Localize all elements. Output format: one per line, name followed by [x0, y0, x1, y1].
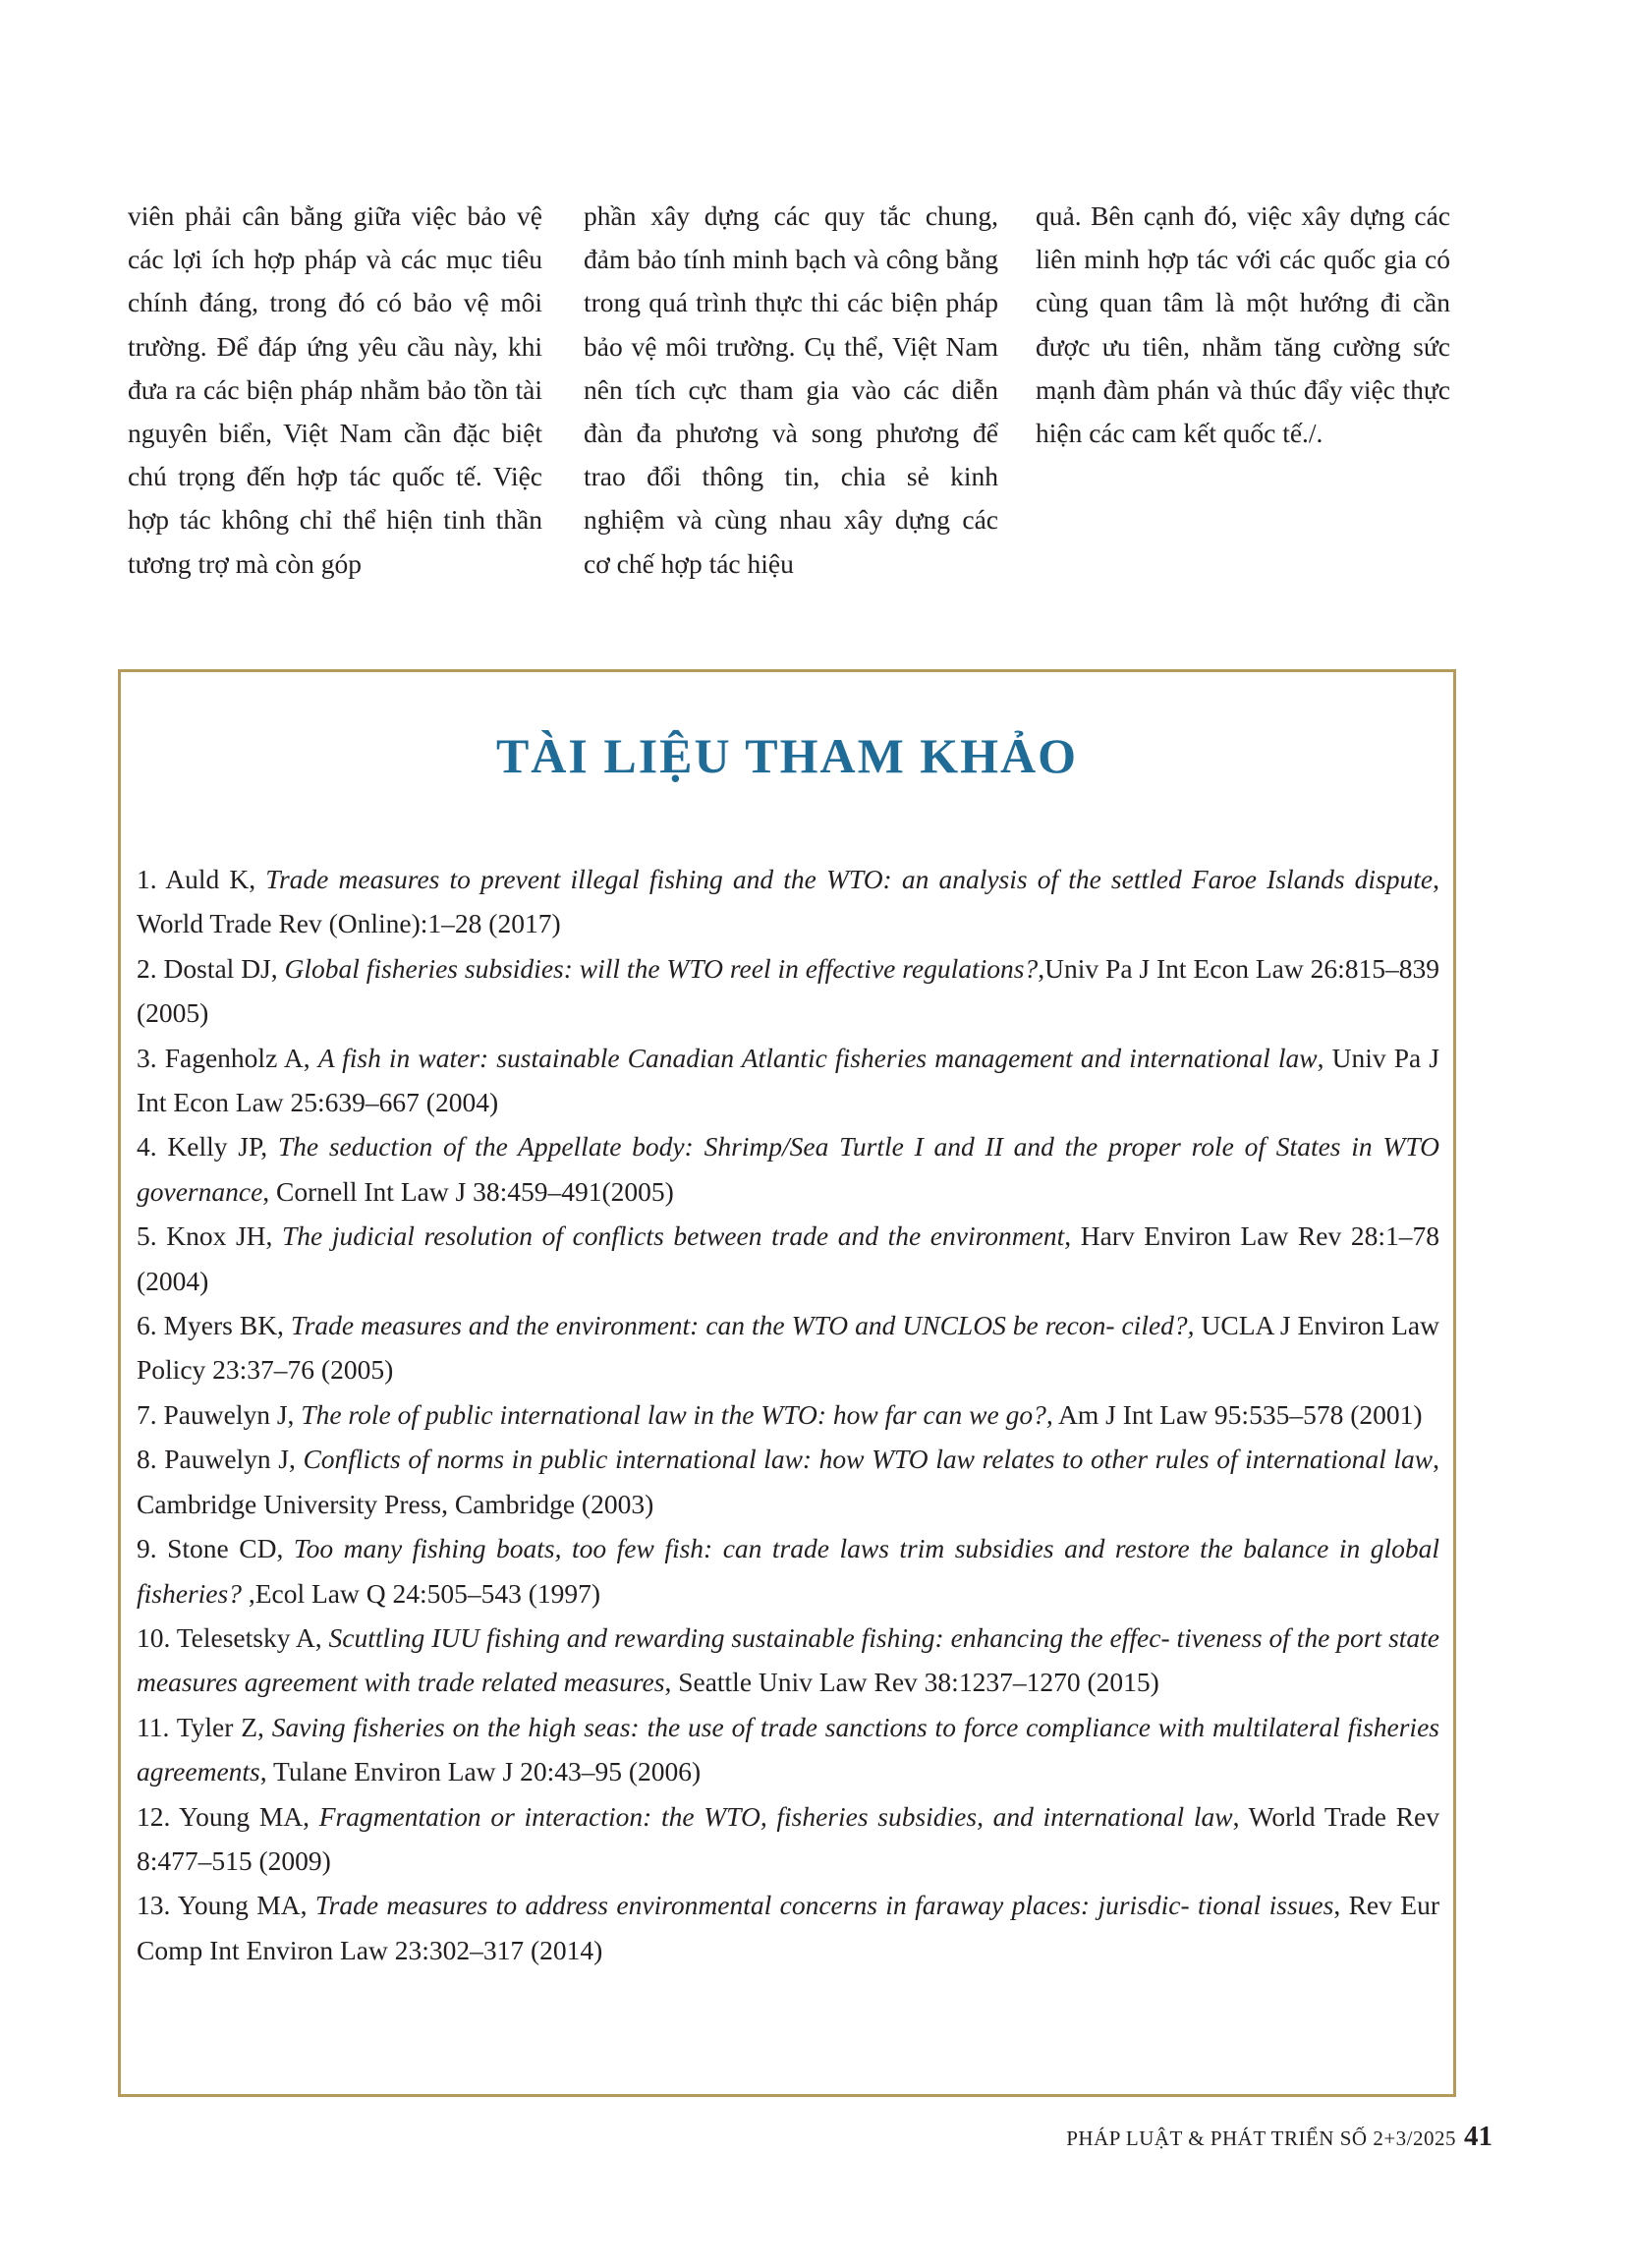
reference-source: , World Trade Rev (Online):1–28 (2017) — [137, 864, 1440, 939]
reference-item — [137, 1526, 1439, 1616]
reference-author: 9. Stone CD, — [137, 1533, 294, 1564]
reference-source: , Harv Environ Law Rev 28:1–78 (2004) — [137, 1220, 1440, 1296]
reference-title: Conflicts of norms in public international law: how WTO law relates to other rules of international law — [303, 1444, 1434, 1475]
reference-author: 4. Kelly JP, — [137, 1131, 278, 1162]
reference-item — [137, 946, 1439, 1036]
reference-source: , Univ Pa J Int Econ Law 25:639–667 (2004) — [137, 1042, 1439, 1118]
text-column-3 — [1036, 195, 1450, 586]
reference-item — [137, 1392, 1439, 1437]
reference-item — [137, 1794, 1439, 1884]
reference-title: Trade measures to address environmental concerns in faraway places: jurisdic- tional issues — [314, 1890, 1334, 1921]
reference-item — [137, 1036, 1439, 1125]
reference-title: Scuttling IUU fishing and rewarding sustainable fishing: enhancing the effec- tiveness of the port state measures agreement with trade related measures — [137, 1621, 1440, 1698]
reference-item — [137, 1705, 1439, 1794]
reference-item — [137, 1883, 1439, 1972]
paragraph: phần xây dựng các quy tắc chung, đảm bảo tính minh bạch và công bằng trong quá trình thực thi các biện pháp bảo vệ môi trường. Cụ thể, Việt Nam nên tích cực tham gia vào các diễn đàn đa phương và song phương để trao đổi thông tin, chia sẻ kinh nghiệm và cùng nhau xây dựng các cơ chế hợp tác hiệu — [584, 200, 998, 579]
reference-source: , Cambridge University Press, Cambridge (2003) — [137, 1444, 1439, 1519]
reference-title: Global fisheries subsidies: will the WTO reel in effective regulations? — [284, 952, 1039, 984]
reference-title: Fragmentation or interaction: the WTO, fisheries subsidies, and international law — [318, 1800, 1233, 1832]
reference-source: , Seattle Univ Law Rev 38:1237–1270 (2015) — [664, 1667, 1159, 1698]
reference-author: 2. Dostal DJ, — [137, 952, 285, 984]
reference-source: ,Ecol Law Q 24:505–543 (1997) — [241, 1577, 601, 1609]
reference-author: 8. Pauwelyn J, — [137, 1444, 304, 1475]
reference-title: Trade measures and the environment: can the WTO and UNCLOS be recon- ciled?, — [290, 1310, 1195, 1341]
reference-source: ,Univ Pa J Int Econ Law 26:815–839 (2005) — [137, 952, 1439, 1029]
reference-item — [137, 1124, 1439, 1214]
journal-footer: PHÁP LUẬT & PHÁT TRIỂN SỐ 2+3/2025 — [1066, 2126, 1456, 2150]
reference-source: , Tulane Environ Law J 20:43–95 (2006) — [259, 1756, 702, 1787]
reference-author: 11. Tyler Z, — [137, 1711, 272, 1742]
reference-item — [137, 1214, 1439, 1303]
text-column-1 — [128, 195, 542, 586]
reference-item — [137, 857, 1439, 946]
reference-author: 3. Fagenholz A, — [137, 1042, 318, 1073]
reference-source: , Rev Eur Comp Int Environ Law 23:302–317 (2014) — [137, 1890, 1439, 1965]
reference-author: 6. Myers BK, — [137, 1310, 291, 1341]
reference-item — [137, 1303, 1439, 1392]
references-title: TÀI LIỆU THAM KHẢO — [495, 728, 1079, 783]
reference-title: Trade measures to prevent illegal fishing and the WTO: an analysis of the settled Faroe Islands dispute — [265, 864, 1434, 894]
body-text-columns — [128, 195, 1503, 586]
reference-source: , Cornell Int Law J 38:459–491(2005) — [262, 1175, 674, 1207]
reference-title: Too many fishing boats, too few fish: can trade laws trim subsidies and restore the balance in global fisheries? — [137, 1533, 1439, 1609]
reference-author: 1. Auld K, — [137, 864, 266, 894]
reference-author: 10. Telesetsky A, — [137, 1621, 329, 1653]
reference-title: The seduction of the Appellate body: Shrimp/Sea Turtle I and II and the proper role of States in WTO governance — [137, 1131, 1439, 1207]
reference-title: The role of public international law in the WTO: how far can we go?, — [301, 1398, 1053, 1430]
page-number: 41 — [1464, 2121, 1492, 2152]
reference-title: The judicial resolution of conflicts between trade and the environment — [282, 1220, 1065, 1252]
reference-source: , World Trade Rev 8:477–515 (2009) — [137, 1800, 1439, 1876]
paragraph: quả. Bên cạnh đó, việc xây dựng các liên minh hợp tác với các quốc gia có cùng quan tâm là một hướng đi cần được ưu tiên, nhằm tăng cường sức mạnh đàm phán và thúc đẩy việc thực hiện các cam kết quốc tế./. — [1036, 200, 1450, 449]
reference-item — [137, 1616, 1439, 1705]
reference-item — [137, 1437, 1439, 1526]
reference-source: Am J Int Law 95:535–578 (2001) — [1052, 1398, 1423, 1430]
reference-author: 7. Pauwelyn J, — [137, 1398, 302, 1430]
text-column-2 — [584, 195, 998, 586]
references-list — [137, 857, 1439, 1972]
reference-author: 13. Young MA, — [137, 1890, 315, 1921]
references-box — [118, 669, 1456, 2097]
reference-title: Saving fisheries on the high seas: the use of trade sanctions to force compliance with multilateral fisheries agreements — [137, 1711, 1439, 1787]
reference-author: 12. Young MA, — [137, 1800, 319, 1832]
reference-title: A fish in water: sustainable Canadian Atlantic fisheries management and international law — [317, 1042, 1318, 1073]
paragraph: viên phải cân bằng giữa việc bảo vệ các lợi ích hợp pháp và các mục tiêu chính đáng, trong đó có bảo vệ môi trường. Để đáp ứng yêu cầu này, khi đưa ra các biện pháp nhằm bảo tồn tài nguyên biển, Việt Nam cần đặc biệt chú trọng đến hợp tác quốc tế. Việc hợp tác không chỉ thể hiện tinh thần tương trợ mà còn góp — [128, 200, 542, 579]
reference-source: UCLA J Environ Law Policy 23:37–76 (2005) — [137, 1310, 1439, 1386]
reference-author: 5. Knox JH, — [137, 1220, 282, 1252]
